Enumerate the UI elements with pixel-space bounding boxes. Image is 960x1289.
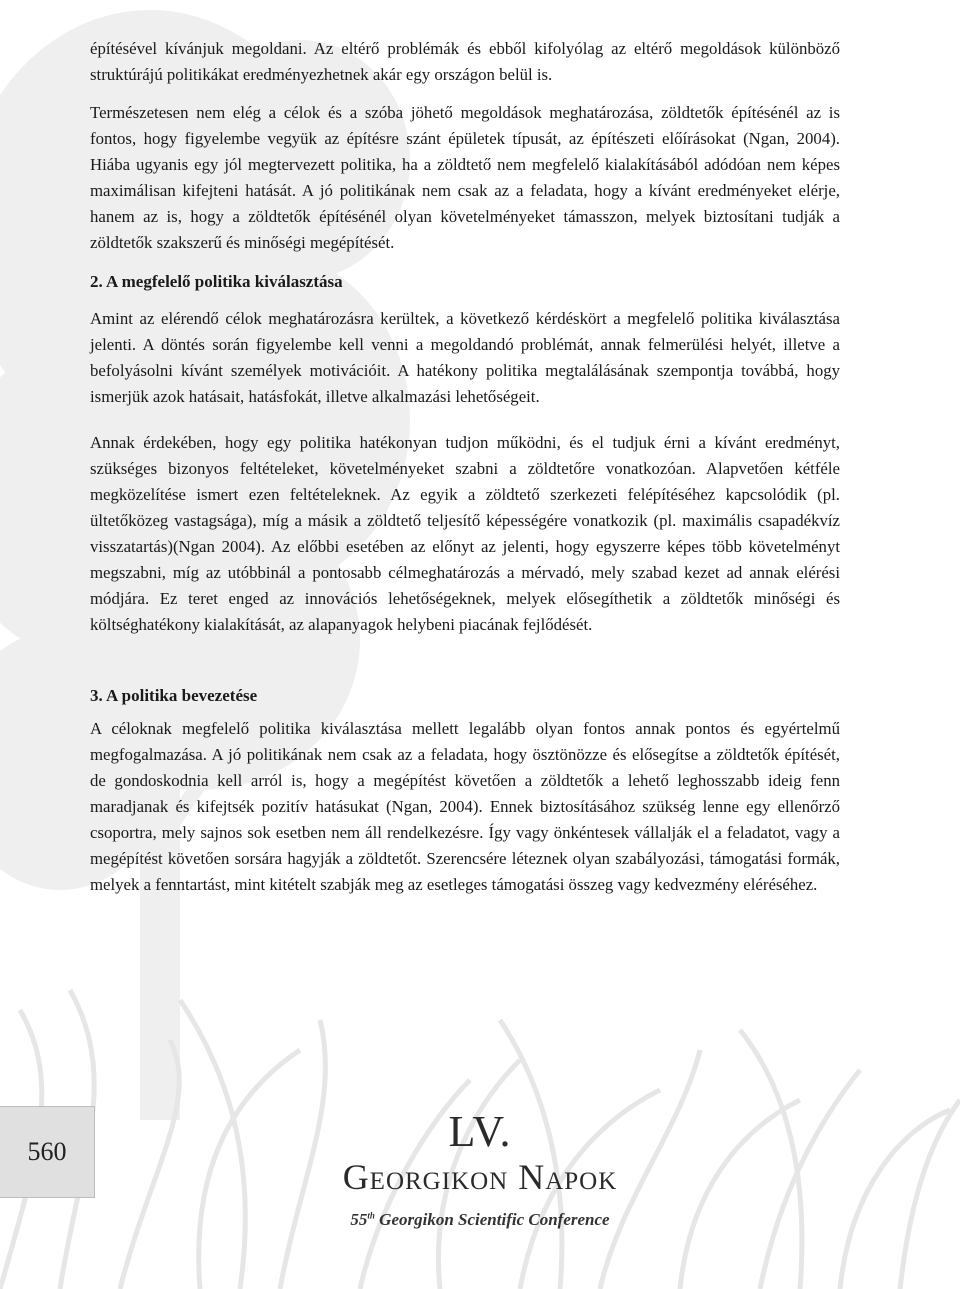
paragraph: Természetesen nem elég a célok és a szóba jöhető megoldások meghatározása, zöldtetők építésénél az is fontos, hogy figyelembe vegyük az építésre szánt épületek típusát, az építészeti előírásokat (Ngan, 2004). Hiába ugyanis egy jól megtervezett politika, ha a zöldtető nem megfelelő kialakításából adódóan nem képes maximálisan kifejteni hatását. A jó politikának nem csak az a feladata, hogy a kívánt eredményeket elérje, hanem az is, hogy a zöldtetők építésénél olyan követelményeket támasszon, melyek biztosítani tudják a zöldtetők szakszerű és minőségi megépítését.: [90, 103, 840, 252]
conference-edition: LV.: [448, 1107, 512, 1156]
conference-subtitle-text: Georgikon Scientific Conference: [374, 1210, 610, 1229]
conference-number: 55: [350, 1210, 368, 1229]
page-body: [90, 36, 840, 898]
section-heading-3: 3. A politika bevezetése: [90, 686, 258, 705]
paragraph: A céloknak megfelelő politika kiválasztása mellett legalább olyan fontos annak pontos és egyértelmű megfogalmazása. A jó politikának nem csak az a feladata, hogy ösztönözze és elősegítse a zöldtetők építését, de gondoskodnia kell arról is, hogy a megépítést követően a zöldtetők a lehető leghosszabb ideig fenn maradjanak és kifejtsék pozitív hatásukat (Ngan, 2004). Ennek biztosításához szükség lenne egy ellenőrző csoportra, mely sajnos sok esetben nem áll rendelkezésre. Így vagy önkéntesek vállalják el a feladatot, vagy a megépítést követően sorsára hagyják a zöldtetőt. Szerencsére léteznek olyan szabályozási, támogatási formák, melyek a fenntartást, mint kitételt szabják meg az esetleges támogatási összeg vagy kedvezmény eléréséhez.: [90, 719, 840, 894]
paragraph: Amint az elérendő célok meghatározásra kerültek, a következő kérdéskört a megfelelő politika kiválasztása jelenti. A döntés során figyelembe kell venni a megoldandó problémát, annak felmerülési helyét, illetve a befolyásolni kívánt személyek motivációit. A hatékony politika megtalálásának szempontja továbbá, hogy ismerjük azok hatásait, hatásfokát, illetve alkalmazási lehetőségeit.: [90, 309, 840, 406]
ordinal-suffix: th: [367, 1210, 375, 1221]
paragraph: Annak érdekében, hogy egy politika hatékonyan tudjon működni, és el tudjuk érni a kívánt eredményt, szükséges bizonyos feltételeket, követelményeket szabni a zöldtetőre vonatkozóan. Alapvetően kétféle megközelítése ismert ezen feltételeknek. Az egyik a zöldtető szerkezeti felépítéséhez kapcsolódik (pl. ültetőközeg vastagsága), míg a másik a zöldtető teljesítő képességére vonatkozik (pl. maximális csapadékvíz visszatartás)(Ngan 2004). Az előbbi esetében az előnyt az jelenti, hogy egyszerre képes több követelményt megszabni, míg az utóbbinál a pontosabb célmeghatározás a mérvadó, mely szabad kezet ad annak elérési módjára. Ez teret enged az innovációs lehetőségeknek, melyek elősegíthetik a zöldtetők minőségi és költséghatékony kialakítását, az alapanyagok helybeni piacának fejlődését.: [90, 433, 840, 634]
conference-name: Georgikon Napok: [342, 1157, 618, 1197]
conference-subtitle: [0, 1210, 960, 1230]
section-heading-2: 2. A megfelelő politika kiválasztása: [90, 272, 343, 291]
paragraph: építésével kívánjuk megoldani. Az eltérő problémák és ebből kifolyólag az eltérő megoldások különböző struktúrájú politikákat eredményezhetnek akár egy országon belül is.: [90, 39, 840, 84]
page-number: 560: [27, 1137, 67, 1166]
